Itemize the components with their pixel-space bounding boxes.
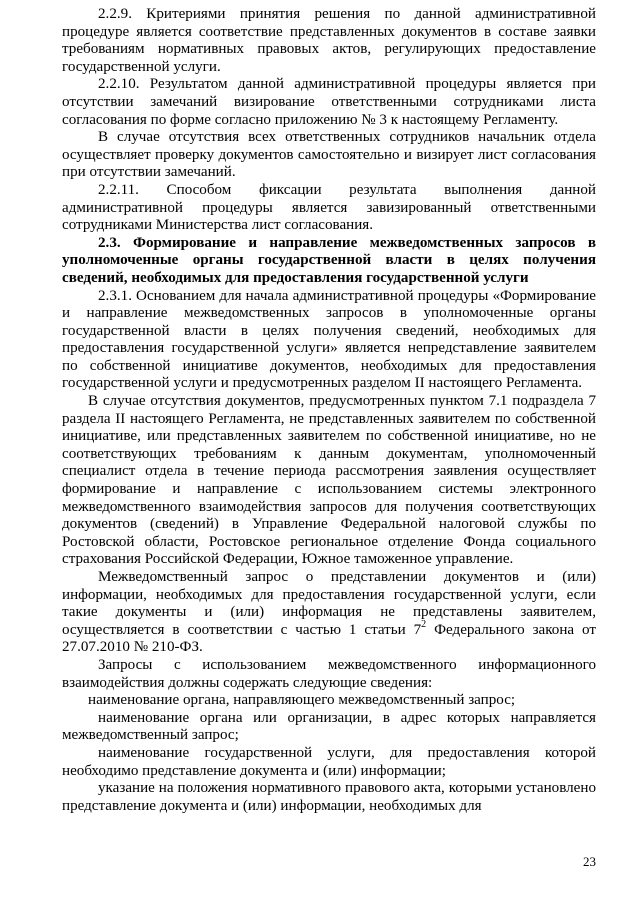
paragraph-2-3-1: 2.3.1. Основанием для начала административной процедуры «Формирование и направление межведомственных запросов в уполномоченные органы государственной власти в целях получения сведений, необходимых для предоставления государственной услуги» является непредставление заявителем по собственной инициативе документов, необходимых для предоставления государственной услуги и предусмотренных разделом II настоящего Регламента. xyxy=(62,287,596,392)
article-superscript: 2 xyxy=(421,618,427,630)
paragraph-2-2-11: 2.2.11. Способом фиксации результата выполнения данной административной процедуры является завизированный ответственными сотрудниками Министерства лист согласования. xyxy=(62,181,596,234)
list-item-service-name: наименование государственной услуги, для предоставления которой необходимо представление документа и (или) информации; xyxy=(62,744,596,779)
page-number: 23 xyxy=(583,854,596,869)
list-item-legal-act: указание на положения нормативного правового акта, которыми установлено представление документа и (или) информации, необходимых для xyxy=(62,780,596,814)
paragraph-2-2-10: 2.2.10. Результатом данной административной процедуры является при отсутствии замечаний визирование ответственными сотрудниками листа согласования по форме согласно приложению № 3 к настоящему Регламенту. xyxy=(62,76,596,128)
request-text-after: Федерального закона от 27.07.2010 № 210-ФЗ. xyxy=(62,621,596,656)
request-text-before: Межведомственный запрос о представлении документов и (или) информации, необходимых для предоставления государственной услуги, если такие документы и (или) информация не представлены заявителем, осуществляется в соответствии с частью 1 статьи 7 xyxy=(62,569,596,638)
paragraph-absence-of-staff: В случае отсутствия всех ответственных сотрудников начальник отдела осуществляет проверку документов самостоятельно и визирует лист согласования при отсутствии замечаний. xyxy=(62,129,596,181)
paragraph-2-2-9: 2.2.9. Критериями принятия решения по данной административной процедуре является соответствие представленных документов в составе заявки требованиям нормативных правовых актов, регулирующих предоставление государственной услуги. xyxy=(62,6,596,75)
list-item-requesting-body: наименование органа, направляющего межведомственный запрос; xyxy=(88,692,516,709)
document-body xyxy=(62,6,596,815)
paragraph-interagency-request xyxy=(62,569,596,657)
list-item-recipient-body: наименование органа или организации, в адрес которых направляется межведомственный запрос; xyxy=(62,709,596,744)
paragraph-missing-documents: В случае отсутствия документов, предусмотренных пунктом 7.1 подраздела 7 раздела II настоящего Регламента, не представленных заявителем по собственной инициативе, или представленных заявителем по собственной инициативе, но не соответствующих требованиям к данным документам, уполномоченный специалист отдела в течение периода рассмотрения заявления осуществляет формирование и направление с использованием системы электронного межведомственного взаимодействия запросов для получения соответствующих документов (сведений) в Управление Федеральной налоговой службы по Ростовской области, Ростовское региональное отделение Фонда социального страхования Российской Федерации, Южное таможенное управление. xyxy=(62,393,596,568)
section-heading-2-3: 2.3. Формирование и направление межведомственных запросов в уполномоченные органы государственной власти в целях получения сведений, необходимых для предоставления государственной услуги xyxy=(62,234,596,286)
paragraph-request-contents: Запросы с использованием межведомственного информационного взаимодействия должны содержать следующие сведения: xyxy=(62,656,596,691)
